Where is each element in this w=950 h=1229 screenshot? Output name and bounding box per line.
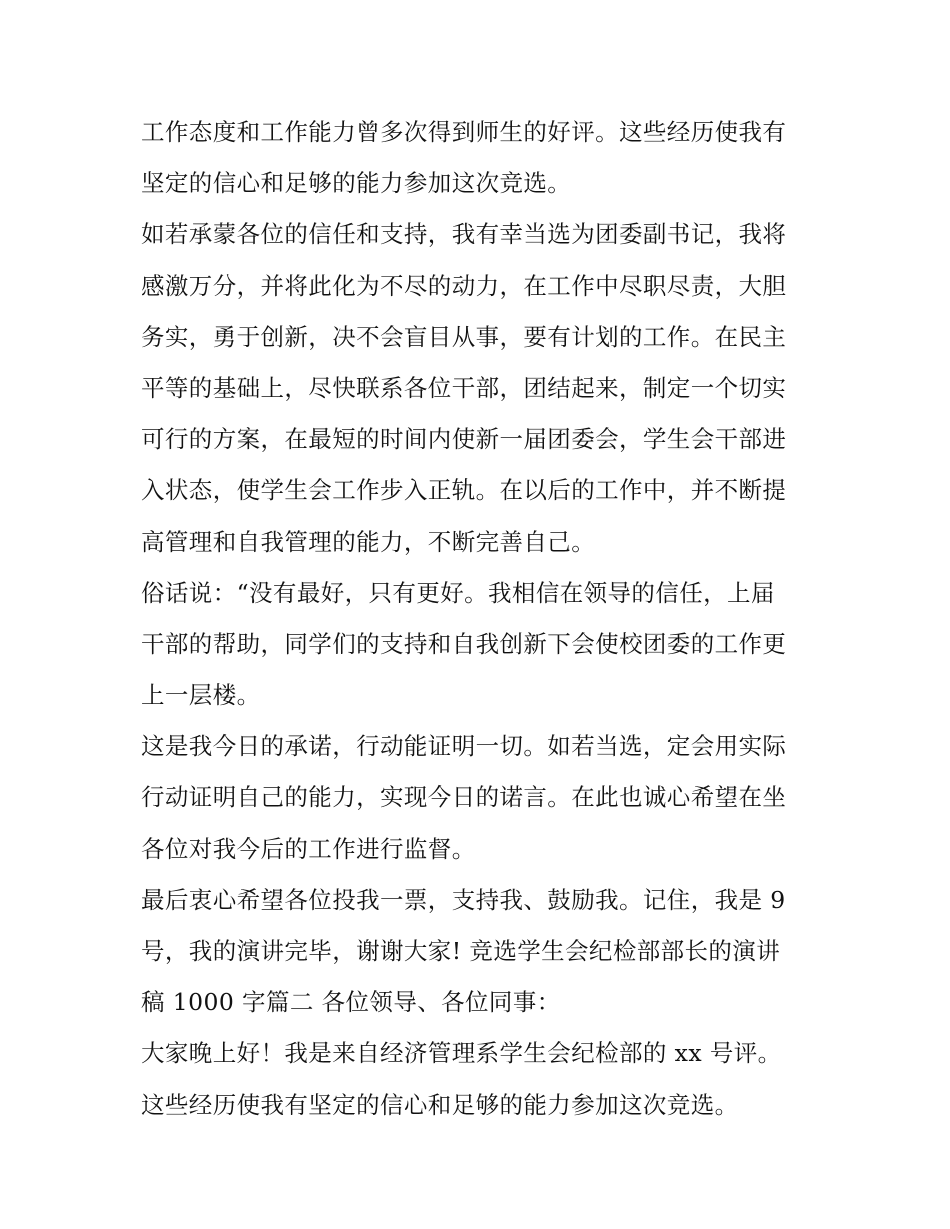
text-line: 稿 1000 字篇二 各位领导、各位同事： (141, 988, 561, 1017)
text-line: 各位对我今后的工作进行监督。 (141, 834, 476, 863)
text-line: 务实，勇于创新，决不会盲目从事，要有计划的工作。在民主 (141, 322, 787, 351)
text-line: 最后衷心希望各位投我一票，支持我、鼓励我。记住，我是 9 (141, 885, 786, 914)
text-line: 上一层楼。 (141, 681, 261, 710)
text-line: 工作态度和工作能力曾多次得到师生的好评。这些经历使我有 (141, 118, 787, 146)
text-line: 感激万分，并将此化为不尽的动力，在工作中尽职尽责，大胆 (141, 271, 787, 300)
text-line: 大家晚上好！我是来自经济管理系学生会纪检部的 xx 号评。 (141, 1039, 782, 1068)
text-line: 号，我的演讲完毕，谢谢大家! 竞选学生会纪检部部长的演讲 (141, 937, 781, 965)
document-body (141, 107, 817, 1131)
text-line: 坚定的信心和足够的能力参加这次竞选。 (141, 169, 572, 198)
text-line: 高管理和自我管理的能力，不断完善自己。 (141, 527, 596, 556)
text-line: 这是我今日的承诺，行动能证明一切。如若当选，定会用实际 (141, 732, 787, 761)
text-line: 入状态，使学生会工作步入正轨。在以后的工作中，并不断提 (141, 476, 787, 505)
text-line: 这些经历使我有坚定的信心和足够的能力参加这次竞选。 (141, 1090, 739, 1119)
text-line: 平等的基础上，尽快联系各位干部，团结起来，制定一个切实 (141, 373, 787, 402)
text-line: 可行的方案，在最短的时间内使新一届团委会，学生会干部进 (141, 425, 787, 454)
text-line: 干部的帮助，同学们的支持和自我创新下会使校团委的工作更 (141, 629, 787, 658)
text-line: 俗话说：“没有最好，只有更好。我相信在领导的信任，上届 (141, 578, 775, 607)
text-line: 如若承蒙各位的信任和支持，我有幸当选为团委副书记，我将 (141, 220, 787, 249)
text-line: 行动证明自己的能力，实现今日的诺言。在此也诚心希望在坐 (141, 783, 787, 812)
